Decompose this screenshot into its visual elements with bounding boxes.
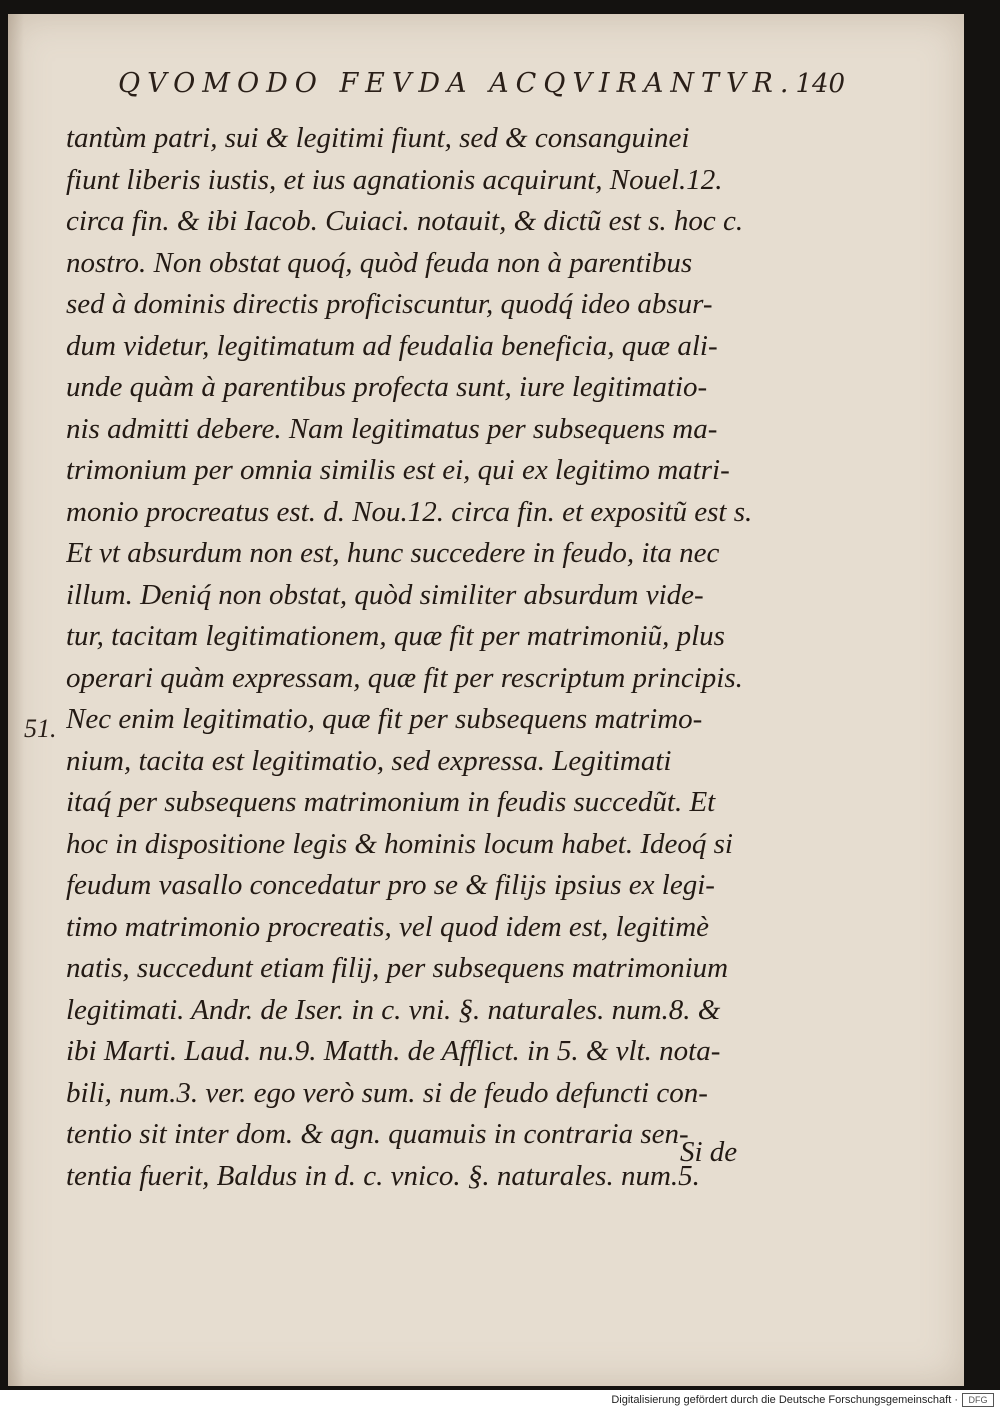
text-line: nis admitti debere. Nam legitimatus per subsequens ma- bbox=[66, 412, 718, 445]
margin-note-number: 51. bbox=[24, 714, 57, 743]
text-line: hoc in dispositione legis & hominis locum habet. Ideoq́ si bbox=[66, 827, 733, 860]
text-line: tur, tacitam legitimationem, quæ fit per matrimoniũ, plus bbox=[66, 620, 725, 652]
body-text bbox=[66, 118, 756, 1197]
running-title: QVOMODO FEVDA ACQVIRANTVR. bbox=[118, 68, 796, 99]
text-line: tentia fuerit, Baldus in d. c. vnico. §. naturales. num.5. bbox=[66, 1159, 700, 1192]
text-line: Nec enim legitimatio, quæ fit per subsequens matrimo- bbox=[66, 703, 703, 735]
text-line: operari quàm expressam, quæ fit per rescriptum principis. bbox=[66, 661, 743, 694]
page-number: 140 bbox=[795, 69, 846, 99]
catchword: Si de bbox=[680, 1136, 738, 1168]
text-line: feudum vasallo concedatur pro se & filijs ipsius ex legi- bbox=[66, 869, 715, 901]
text-line: legitimati. Andr. de Iser. in c. vni. §. naturales. num.8. & bbox=[66, 993, 721, 1026]
text-line: itaq́ per subsequens matrimonium in feudis succedũt. Et bbox=[66, 786, 716, 818]
footer-bar bbox=[0, 1390, 1000, 1412]
text-line: nium, tacita est legitimatio, sed expressa. Legitimati bbox=[66, 744, 672, 777]
running-head bbox=[118, 68, 846, 99]
text-line: illum. Deniq́ non obstat, quòd similiter absurdum vide- bbox=[66, 578, 704, 611]
text-line: unde quàm à parentibus profecta sunt, iure legitimatio- bbox=[66, 371, 708, 403]
dfg-logo-icon: DFG bbox=[962, 1393, 994, 1407]
text-line: bili, num.3. ver. ego verò sum. si de feudo defuncti con- bbox=[66, 1076, 708, 1109]
text-line: ibi Marti. Laud. nu.9. Matth. de Afflict. in 5. & vlt. nota- bbox=[66, 1035, 721, 1067]
text-line: sed à dominis directis proficiscuntur, quodq́ ideo absur- bbox=[66, 288, 713, 320]
text-line: monio procreatus est. d. Nou.12. circa fin. et expositũ est s. bbox=[66, 495, 753, 528]
text-line: dum videtur, legitimatum ad feudalia beneficia, quæ ali- bbox=[66, 329, 718, 362]
footer-credit: Digitalisierung gefördert durch die Deutsche Forschungsgemeinschaft · bbox=[611, 1394, 958, 1406]
text-line: tantùm patri, sui & legitimi fiunt, sed & consanguinei bbox=[66, 122, 690, 154]
text-line: circa fin. & ibi Iacob. Cuiaci. notauit, & dictũ est s. hoc c. bbox=[66, 205, 744, 237]
text-line: timo matrimonio procreatis, vel quod idem est, legitimè bbox=[66, 910, 710, 943]
text-line: trimonium per omnia similis est ei, qui ex legitimo matri- bbox=[66, 454, 730, 486]
text-line: Et vt absurdum non est, hunc succedere in feudo, ita nec bbox=[66, 537, 720, 569]
text-line: nostro. Non obstat quoq́, quòd feuda non à parentibus bbox=[66, 246, 693, 279]
text-line: natis, succedunt etiam filij, per subsequens matrimonium bbox=[66, 952, 729, 984]
text-line: tentio sit inter dom. & agn. quamuis in contraria sen- bbox=[66, 1118, 689, 1150]
text-line: fiunt liberis iustis, et ius agnationis acquirunt, Nouel.12. bbox=[66, 163, 723, 196]
page-edge bbox=[8, 14, 24, 1386]
